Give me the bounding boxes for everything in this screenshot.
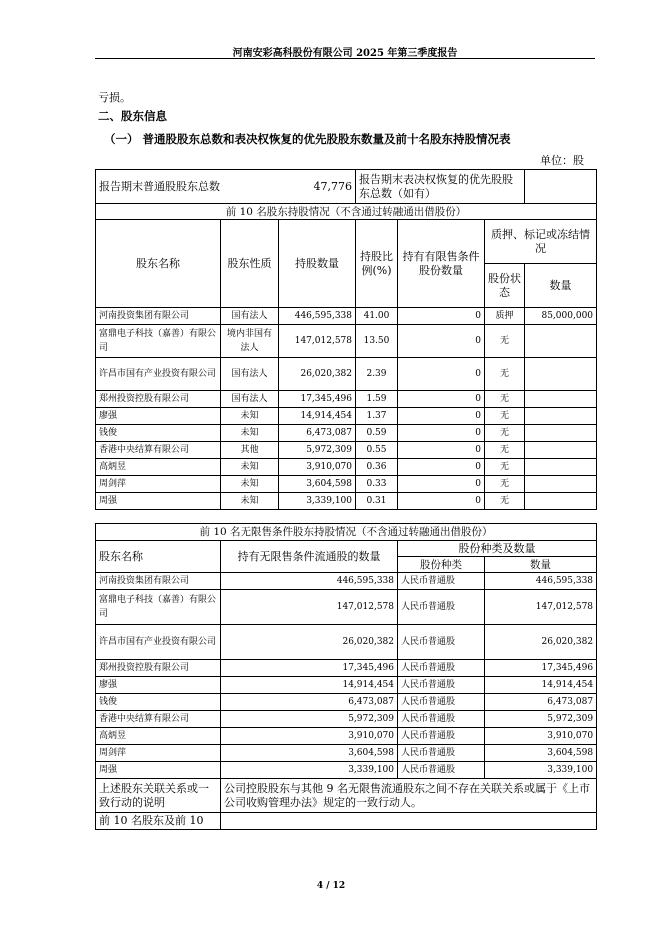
pledge-status: 无 xyxy=(485,408,525,425)
table-row xyxy=(96,459,597,476)
restricted-shares: 0 xyxy=(398,358,485,391)
u-shareholder-name: 许昌市国有产业投资有限公司 xyxy=(96,625,221,660)
u-shares-held: 26,020,382 xyxy=(221,625,398,660)
u-shareholder-name: 廖强 xyxy=(96,677,221,694)
unrestricted-caption: 前 10 名无限售条件股东持股情况（不含通过转融通出借股份） xyxy=(96,524,597,541)
pledge-status: 无 xyxy=(485,391,525,408)
table-row xyxy=(96,408,597,425)
restricted-shares: 0 xyxy=(398,325,485,358)
shareholder-name: 周剑萍 xyxy=(96,476,221,493)
u-share-kind: 人民币普通股 xyxy=(398,590,485,625)
u-share-kind: 人民币普通股 xyxy=(398,573,485,590)
u-share-count: 17,345,496 xyxy=(485,660,597,677)
restricted-shares: 0 xyxy=(398,442,485,459)
shareholder-nature: 未知 xyxy=(221,476,279,493)
pledge-status: 无 xyxy=(485,476,525,493)
col-header-u-count: 数量 xyxy=(485,557,597,573)
col-header-nature: 股东性质 xyxy=(221,220,279,308)
shares-held: 6,473,087 xyxy=(279,425,356,442)
last-row-value xyxy=(221,813,597,830)
col-header-pledge: 质押、标记或冻结情况 xyxy=(485,220,597,264)
table-row xyxy=(96,308,597,325)
holding-ratio: 0.55 xyxy=(356,442,398,459)
relation-label: 上述股东关联关系或一致行动的说明 xyxy=(96,779,221,813)
holding-ratio: 1.59 xyxy=(356,391,398,408)
col-header-u-kind: 股份种类 xyxy=(398,557,485,573)
u-share-kind: 人民币普通股 xyxy=(398,745,485,762)
u-shares-held: 17,345,496 xyxy=(221,660,398,677)
summary-row xyxy=(96,170,597,204)
u-shareholder-name: 郑州投资控股有限公司 xyxy=(96,660,221,677)
u-share-count: 6,473,087 xyxy=(485,694,597,711)
pledge-status: 无 xyxy=(485,425,525,442)
shareholder-name: 高炳昱 xyxy=(96,459,221,476)
u-shares-held: 147,012,578 xyxy=(221,590,398,625)
holding-ratio: 2.39 xyxy=(356,358,398,391)
u-share-kind: 人民币普通股 xyxy=(398,694,485,711)
col-header-u-kind-group: 股份种类及数量 xyxy=(398,541,597,557)
last-row xyxy=(96,813,597,830)
subsection-title: （一） 普通股股东总数和表决权恢复的优先股股东数量及前十名股东持股情况表 xyxy=(104,132,511,146)
u-share-kind: 人民币普通股 xyxy=(398,762,485,779)
top10-header-row xyxy=(96,220,597,264)
unrestricted-header-row xyxy=(96,541,597,557)
col-header-count: 数量 xyxy=(525,264,597,308)
unrestricted-caption-row xyxy=(96,524,597,541)
shares-held: 5,972,309 xyxy=(279,442,356,459)
shares-held: 3,339,100 xyxy=(279,493,356,510)
u-shares-held: 14,914,454 xyxy=(221,677,398,694)
u-share-kind: 人民币普通股 xyxy=(398,711,485,728)
u-shares-held: 3,910,070 xyxy=(221,728,398,745)
pledge-status: 无 xyxy=(485,459,525,476)
table-row xyxy=(96,745,597,762)
u-share-kind: 人民币普通股 xyxy=(398,728,485,745)
pledge-count xyxy=(525,476,597,493)
shareholder-nature: 未知 xyxy=(221,459,279,476)
page-number: 4 / 12 xyxy=(316,881,346,891)
col-header-u-shares: 持有无限售条件流通股的数量 xyxy=(221,541,398,573)
shareholder-nature: 其他 xyxy=(221,442,279,459)
restricted-shares: 0 xyxy=(398,493,485,510)
table-row xyxy=(96,590,597,625)
restricted-shares: 0 xyxy=(398,391,485,408)
u-shares-held: 3,604,598 xyxy=(221,745,398,762)
pledge-count: 85,000,000 xyxy=(525,308,597,325)
shares-held: 3,604,598 xyxy=(279,476,356,493)
col-header-u-name: 股东名称 xyxy=(96,541,221,573)
shareholder-name: 廖强 xyxy=(96,408,221,425)
shareholder-nature: 国有法人 xyxy=(221,358,279,391)
page-header: 河南安彩高科股份有限公司 2025 年第三季度报告 xyxy=(232,48,458,59)
u-shares-held: 6,473,087 xyxy=(221,694,398,711)
header-divider xyxy=(95,58,595,59)
restricted-shares: 0 xyxy=(398,425,485,442)
shareholder-name: 河南投资集团有限公司 xyxy=(96,308,221,325)
col-header-restricted: 持有有限售条件股份数量 xyxy=(398,220,485,308)
pledge-count xyxy=(525,425,597,442)
shareholder-nature: 境内非国有法人 xyxy=(221,325,279,358)
shares-held: 14,914,454 xyxy=(279,408,356,425)
pledge-count xyxy=(525,442,597,459)
holding-ratio: 0.31 xyxy=(356,493,398,510)
top10-unrestricted-table xyxy=(95,523,597,830)
holding-ratio: 41.00 xyxy=(356,308,398,325)
table-row xyxy=(96,573,597,590)
shareholder-nature: 国有法人 xyxy=(221,391,279,408)
u-share-count: 3,910,070 xyxy=(485,728,597,745)
common-holders-value: 47,776 xyxy=(279,170,356,204)
preferred-holders-label: 报告期末表决权恢复的优先股股东总数（如有） xyxy=(356,170,525,204)
u-share-kind: 人民币普通股 xyxy=(398,677,485,694)
shares-held: 446,595,338 xyxy=(279,308,356,325)
holding-ratio: 1.37 xyxy=(356,408,398,425)
u-shareholder-name: 富鼎电子科技（嘉善）有限公司 xyxy=(96,590,221,625)
holding-ratio: 0.59 xyxy=(356,425,398,442)
top10-shareholders-table xyxy=(95,169,597,510)
table-row xyxy=(96,476,597,493)
u-share-count: 3,339,100 xyxy=(485,762,597,779)
pledge-status: 无 xyxy=(485,493,525,510)
intro-text: 亏损。 xyxy=(98,91,131,104)
restricted-shares: 0 xyxy=(398,476,485,493)
u-share-count: 147,012,578 xyxy=(485,590,597,625)
pledge-count xyxy=(525,493,597,510)
table-row xyxy=(96,358,597,391)
u-shareholder-name: 周强 xyxy=(96,762,221,779)
pledge-count xyxy=(525,325,597,358)
restricted-shares: 0 xyxy=(398,408,485,425)
holding-ratio: 13.50 xyxy=(356,325,398,358)
shareholder-name: 郑州投资控股有限公司 xyxy=(96,391,221,408)
u-shareholder-name: 香港中央结算有限公司 xyxy=(96,711,221,728)
u-share-count: 5,972,309 xyxy=(485,711,597,728)
shares-held: 147,012,578 xyxy=(279,325,356,358)
top10-caption: 前 10 名股东持股情况（不含通过转融通出借股份） xyxy=(96,204,597,220)
table-row xyxy=(96,677,597,694)
u-shareholder-name: 钱俊 xyxy=(96,694,221,711)
pledge-count xyxy=(525,408,597,425)
pledge-status: 质押 xyxy=(485,308,525,325)
table-row xyxy=(96,625,597,660)
u-share-count: 446,595,338 xyxy=(485,573,597,590)
section-title: 二、股东信息 xyxy=(98,109,167,123)
table-row xyxy=(96,325,597,358)
unit-label: 单位：股 xyxy=(540,154,584,167)
holding-ratio: 0.33 xyxy=(356,476,398,493)
pledge-count xyxy=(525,358,597,391)
preferred-holders-value xyxy=(525,170,597,204)
col-header-name: 股东名称 xyxy=(96,220,221,308)
u-shareholder-name: 高炳昱 xyxy=(96,728,221,745)
u-shares-held: 3,339,100 xyxy=(221,762,398,779)
u-share-kind: 人民币普通股 xyxy=(398,660,485,677)
shareholder-nature: 未知 xyxy=(221,493,279,510)
shares-held: 17,345,496 xyxy=(279,391,356,408)
pledge-status: 无 xyxy=(485,325,525,358)
table-row xyxy=(96,391,597,408)
table-row xyxy=(96,660,597,677)
relation-row xyxy=(96,779,597,813)
shareholder-nature: 未知 xyxy=(221,425,279,442)
u-shares-held: 446,595,338 xyxy=(221,573,398,590)
table-row xyxy=(96,694,597,711)
pledge-status: 无 xyxy=(485,442,525,459)
col-header-ratio: 持股比例(%) xyxy=(356,220,398,308)
table-row xyxy=(96,728,597,745)
table-row xyxy=(96,762,597,779)
pledge-count xyxy=(525,391,597,408)
table-row xyxy=(96,425,597,442)
u-share-count: 26,020,382 xyxy=(485,625,597,660)
shareholder-name: 香港中央结算有限公司 xyxy=(96,442,221,459)
col-header-status: 股份状态 xyxy=(485,264,525,308)
u-share-count: 14,914,454 xyxy=(485,677,597,694)
u-shareholder-name: 周剑萍 xyxy=(96,745,221,762)
shareholder-name: 周强 xyxy=(96,493,221,510)
table-row xyxy=(96,711,597,728)
pledge-count xyxy=(525,459,597,476)
u-shareholder-name: 河南投资集团有限公司 xyxy=(96,573,221,590)
relation-text: 公司控股股东与其他 9 名无限售流通股东之间不存在关联关系或属于《上市公司收购管理办法》规定的一致行动人。 xyxy=(221,779,597,813)
shareholder-nature: 未知 xyxy=(221,408,279,425)
pledge-status: 无 xyxy=(485,358,525,391)
table-row xyxy=(96,442,597,459)
table-row xyxy=(96,493,597,510)
restricted-shares: 0 xyxy=(398,459,485,476)
shareholder-nature: 国有法人 xyxy=(221,308,279,325)
restricted-shares: 0 xyxy=(398,308,485,325)
shareholder-name: 许昌市国有产业投资有限公司 xyxy=(96,358,221,391)
shares-held: 26,020,382 xyxy=(279,358,356,391)
u-shares-held: 5,972,309 xyxy=(221,711,398,728)
holding-ratio: 0.36 xyxy=(356,459,398,476)
shares-held: 3,910,070 xyxy=(279,459,356,476)
shareholder-name: 钱俊 xyxy=(96,425,221,442)
u-share-kind: 人民币普通股 xyxy=(398,625,485,660)
common-holders-label: 报告期末普通股股东总数 xyxy=(96,170,279,204)
shareholder-name: 富鼎电子科技（嘉善）有限公司 xyxy=(96,325,221,358)
last-row-label: 前 10 名股东及前 10 xyxy=(96,813,221,830)
col-header-shares: 持股数量 xyxy=(279,220,356,308)
u-share-count: 3,604,598 xyxy=(485,745,597,762)
top10-caption-row xyxy=(96,204,597,220)
